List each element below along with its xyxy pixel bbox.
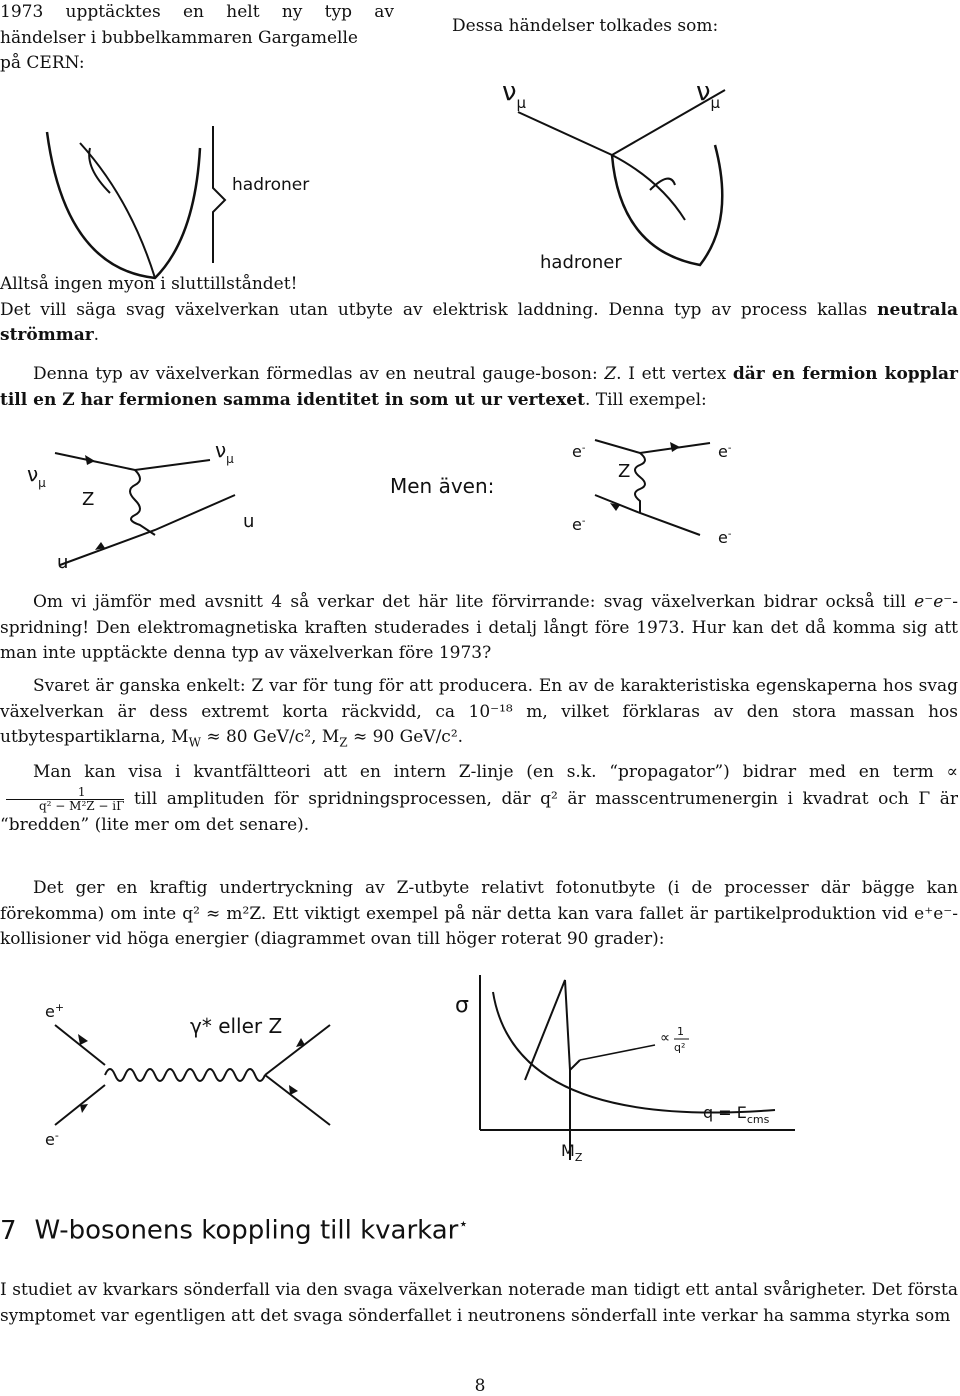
out-lower-arrow [289, 1085, 298, 1095]
photon-z-propagator [105, 1069, 265, 1081]
paragraph-5: Man kan visa i kvantfältteori att en intern Z-linje (en s.k. “propagator”) bidrar med en term ∝ $\frac{1}{\text{q² − M²Z − iΓ}}$ till amplituden för spridningsprocessen, där q² är masscentrumenergin i kvadrat och Γ är “bredden” (lite mer om det senare). [0, 762, 958, 835]
annihilation-diagram [25, 995, 355, 1165]
nu-mu-top-label: $\nu_\mu$ [215, 438, 234, 466]
out-lower-line [265, 1075, 330, 1125]
u-left-label: u [57, 552, 69, 573]
u-right-label: u [243, 511, 255, 532]
paragraph-6: Det ger en kraftig undertryckning av Z-utbyte relativt fotonutbyte (i de processer där bägge kan förekomma) om inte q² ≈ m²Z. Ett viktigt exempel på när detta kan vara fallet är partikelproduktion vid e⁺e⁻-kollisioner vid höga energier (diagrammet ovan till höger roterat 90 grader): [0, 878, 958, 949]
track-curl [89, 148, 110, 193]
nu-right-label: $\nu_\mu$ [696, 77, 721, 112]
e-minus-arrow [80, 1104, 88, 1113]
gamma-z-label: γ* eller Z [190, 1014, 283, 1038]
feynman-diagram-nu-u [25, 435, 325, 575]
propagator-fraction: $\frac{1}{\text{q² − M²Z − iΓ}}$ [6, 786, 124, 813]
annot-line [580, 1045, 655, 1060]
nu-mu-left-label: $\nu_\mu$ [27, 462, 46, 490]
nu-arrow [85, 455, 95, 465]
proportional-sign: ∝ [660, 1030, 671, 1046]
hadroner-right-label: hadroner [540, 252, 622, 273]
section-heading: 7 W-bosonens koppling till kvarkar⋆ [0, 1214, 469, 1246]
e-plus-label: e+ [45, 1001, 65, 1021]
neutrino-event-figure [500, 70, 730, 273]
top-arrow [670, 442, 680, 452]
intro-line-3: på CERN: [0, 53, 85, 73]
para1-line2: Det vill säga svag växelverkan utan utbyte av elektrisk laddning. Denna typ av process kallas neutrala strömmar. [0, 299, 958, 345]
bubble-chamber-figure [35, 118, 365, 268]
z-label-ee: Z [618, 461, 631, 482]
e-top-right: e- [718, 442, 732, 461]
paragraph-2: Denna typ av växelverkan förmedlas av en neutral gauge-boson: Z. I ett vertex där en fermion kopplar till en Z har fermionen samma identitet in som ut ur vertexet. Till exempel: [0, 364, 959, 410]
track-outer-right [612, 145, 722, 265]
e-bottom-left: e- [572, 515, 586, 534]
q-axis-label: $q = E_{cms}$ [703, 1103, 770, 1126]
top-fermion-line [595, 440, 710, 453]
paragraph-7: I studiet av kvarkars sönderfall via den svaga växelverkan noterade man tidigt ett antal svårigheter. Det första symptomet var egentligen att det svaga sönderfallet i neutronens sönderfall inte verkar ha samma styrka som [0, 1280, 958, 1326]
incoming-nu-line [518, 112, 612, 155]
track-inner-right [612, 155, 685, 220]
men-aven-label: Men även: [390, 474, 495, 498]
outgoing-nu-line [612, 90, 725, 155]
z-label: Z [82, 489, 95, 510]
hadroner-left-label: hadroner [232, 175, 310, 195]
intro-text [0, 0, 394, 77]
mz-label: $M_Z$ [561, 1141, 583, 1164]
feynman-diagram-ee [560, 435, 760, 565]
interpreted-heading: Dessa händelser tolkades som: [452, 16, 719, 36]
paragraph-1 [0, 272, 958, 349]
intro-line-2: händelser i bubbelkammaren Gargamelle [0, 27, 358, 48]
e-top-left: e- [572, 442, 586, 461]
nu-line [55, 453, 210, 470]
cross-section-plot [445, 970, 825, 1170]
sigma-label: σ [455, 993, 469, 1018]
brace [213, 126, 225, 263]
frac-den: q² [674, 1041, 686, 1054]
nu-left-label: $\nu_\mu$ [502, 77, 527, 112]
e-minus-label: e- [45, 1129, 59, 1149]
para1-line1: Alltså ingen myon i sluttillståndet! [0, 274, 298, 294]
intro-line-1: 1973 upptäcktes en helt ny typ av [0, 2, 394, 22]
frac-num: 1 [677, 1025, 684, 1038]
page-number: 8 [474, 1376, 486, 1396]
bottom-fermion-line [595, 495, 700, 535]
paragraph-4: Svaret är ganska enkelt: Z var för tung för att producera. En av de karakteristiska egenskaperna hos svag växelverkan är dess extremt korta räckvidd, ca 10⁻¹⁸ m, vilket förklaras av den stora massan hos utbytespartiklarna, $M_W \approx 80$ GeV/c², $M_Z \approx 90$ GeV/c². [0, 676, 958, 750]
z-propagator [130, 470, 155, 535]
paragraph-3: Om vi jämför med avsnitt 4 så verkar det här lite förvirrande: svag växelverkan bidrar också till e⁻e⁻-spridning! Den elektromagnetiska kraften studerades i detalj långt före 1973. Hur kan det då komma sig att man inte upptäckte denna typ av växelverkan före 1973? [0, 592, 958, 663]
z-propagator-ee [635, 453, 645, 513]
e-bottom-right: e- [718, 528, 732, 547]
